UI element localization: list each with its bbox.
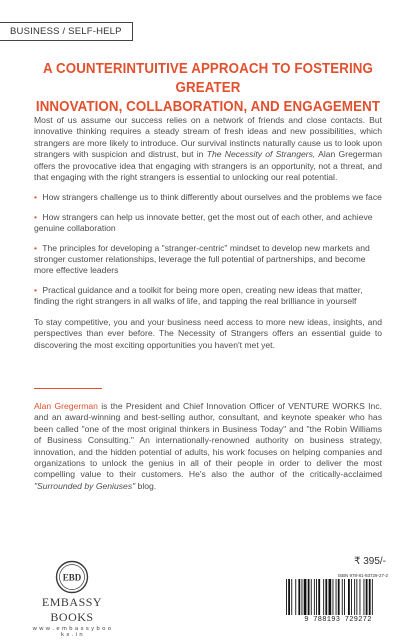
bullet-icon: • [34, 284, 38, 295]
bio-text-end: blog. [135, 480, 157, 491]
bullet-text: How strangers challenge us to think differently about ourselves and the problems we face [42, 192, 382, 203]
bullet-text: Practical guidance and a toolkit for being more open, creating new ideas that matter, finding the right strangers in all walks of life, and tapping the real brilliance in yourself [34, 284, 363, 307]
closing-paragraph: To stay competitive, you and your business need access to more new ideas, insights, and perspectives than ever before. The Necessity of Strangers offers an essential guide to discovering the most exciting opportunities you haven't met yet. [34, 316, 382, 350]
isbn-label: ISBN 978-81-93729-27-2 [337, 573, 388, 578]
headline-line-1: A COUNTERINTUITIVE APPROACH TO FOSTERING GREATER [42, 61, 374, 96]
publisher-seal-icon [55, 560, 89, 594]
other-book-title: "Surrounded by Geniuses" [34, 480, 136, 491]
author-bio [34, 401, 382, 492]
bullet-list [34, 192, 382, 307]
divider [34, 388, 102, 389]
intro-text-1: Most of us assume our success relies on a network of friends and close contacts. But innovative thinking requires a steady stream of fresh ideas and new possibilities, which strangers are more likely to introduce. Our survival instincts naturally cause us to look upon strangers with suspicion and distrust, but in [34, 115, 382, 160]
headline-line-2: INNOVATION, COLLABORATION, AND ENGAGEMENT [35, 99, 381, 115]
logo-initials: EBD [62, 572, 82, 583]
author-name: Alan Gregerman [34, 401, 98, 411]
barcode-number: 9 788193 729272 [304, 616, 372, 624]
list-item [34, 285, 382, 308]
headline [31, 60, 384, 117]
bullet-icon: • [34, 211, 38, 222]
publisher-name: EMBASSY BOOKS [41, 595, 103, 624]
list-item [34, 212, 382, 235]
bullet-text: How strangers can help us innovate better, get the most out of each other, and achieve genuine collaboration [34, 211, 373, 234]
bullet-icon: • [34, 192, 38, 203]
list-item [34, 243, 382, 277]
bullet-text: The principles for developing a "stranger-centric" mindset to develop new markets and stronger customer relationships, leverage the full potential of partnerships, and become more effective leaders [34, 242, 370, 276]
publisher-logo [30, 560, 114, 638]
list-item [34, 192, 382, 203]
intro-paragraph [34, 115, 382, 183]
price: ₹ 395/- [354, 556, 386, 567]
bio-text: is the President and Chief Innovation Officer of VENTURE WORKS Inc. and an award-winning and best-selling author, consultant, and keynote speaker who has been called "one of the most original thinkers in Business Today" and "the Robin Williams of Business Consulting." An internationally-renowned authority on business strategy, innovation, and the hidden potential of adults, his work focuses on helping companies and organizations to unlock the genius in all of their people in order to deliver the most compelling value to their customers. He's also the author of the critically-acclaimed [34, 401, 382, 480]
blurb [34, 115, 382, 360]
publisher-url: w w w . e m b a s s y b o o k s . i n [32, 626, 112, 638]
category-label: BUSINESS / SELF-HELP [0, 22, 133, 41]
intro-text-2: Alan Gregerman offers the provocative idea that engaging with strangers is an opportunity, not a threat, and that engaging with the right strangers is essential to unlocking our real potential. [34, 149, 382, 183]
bullet-icon: • [34, 242, 38, 253]
book-title: The Necessity of Strangers, [206, 149, 316, 160]
barcode [284, 579, 392, 615]
